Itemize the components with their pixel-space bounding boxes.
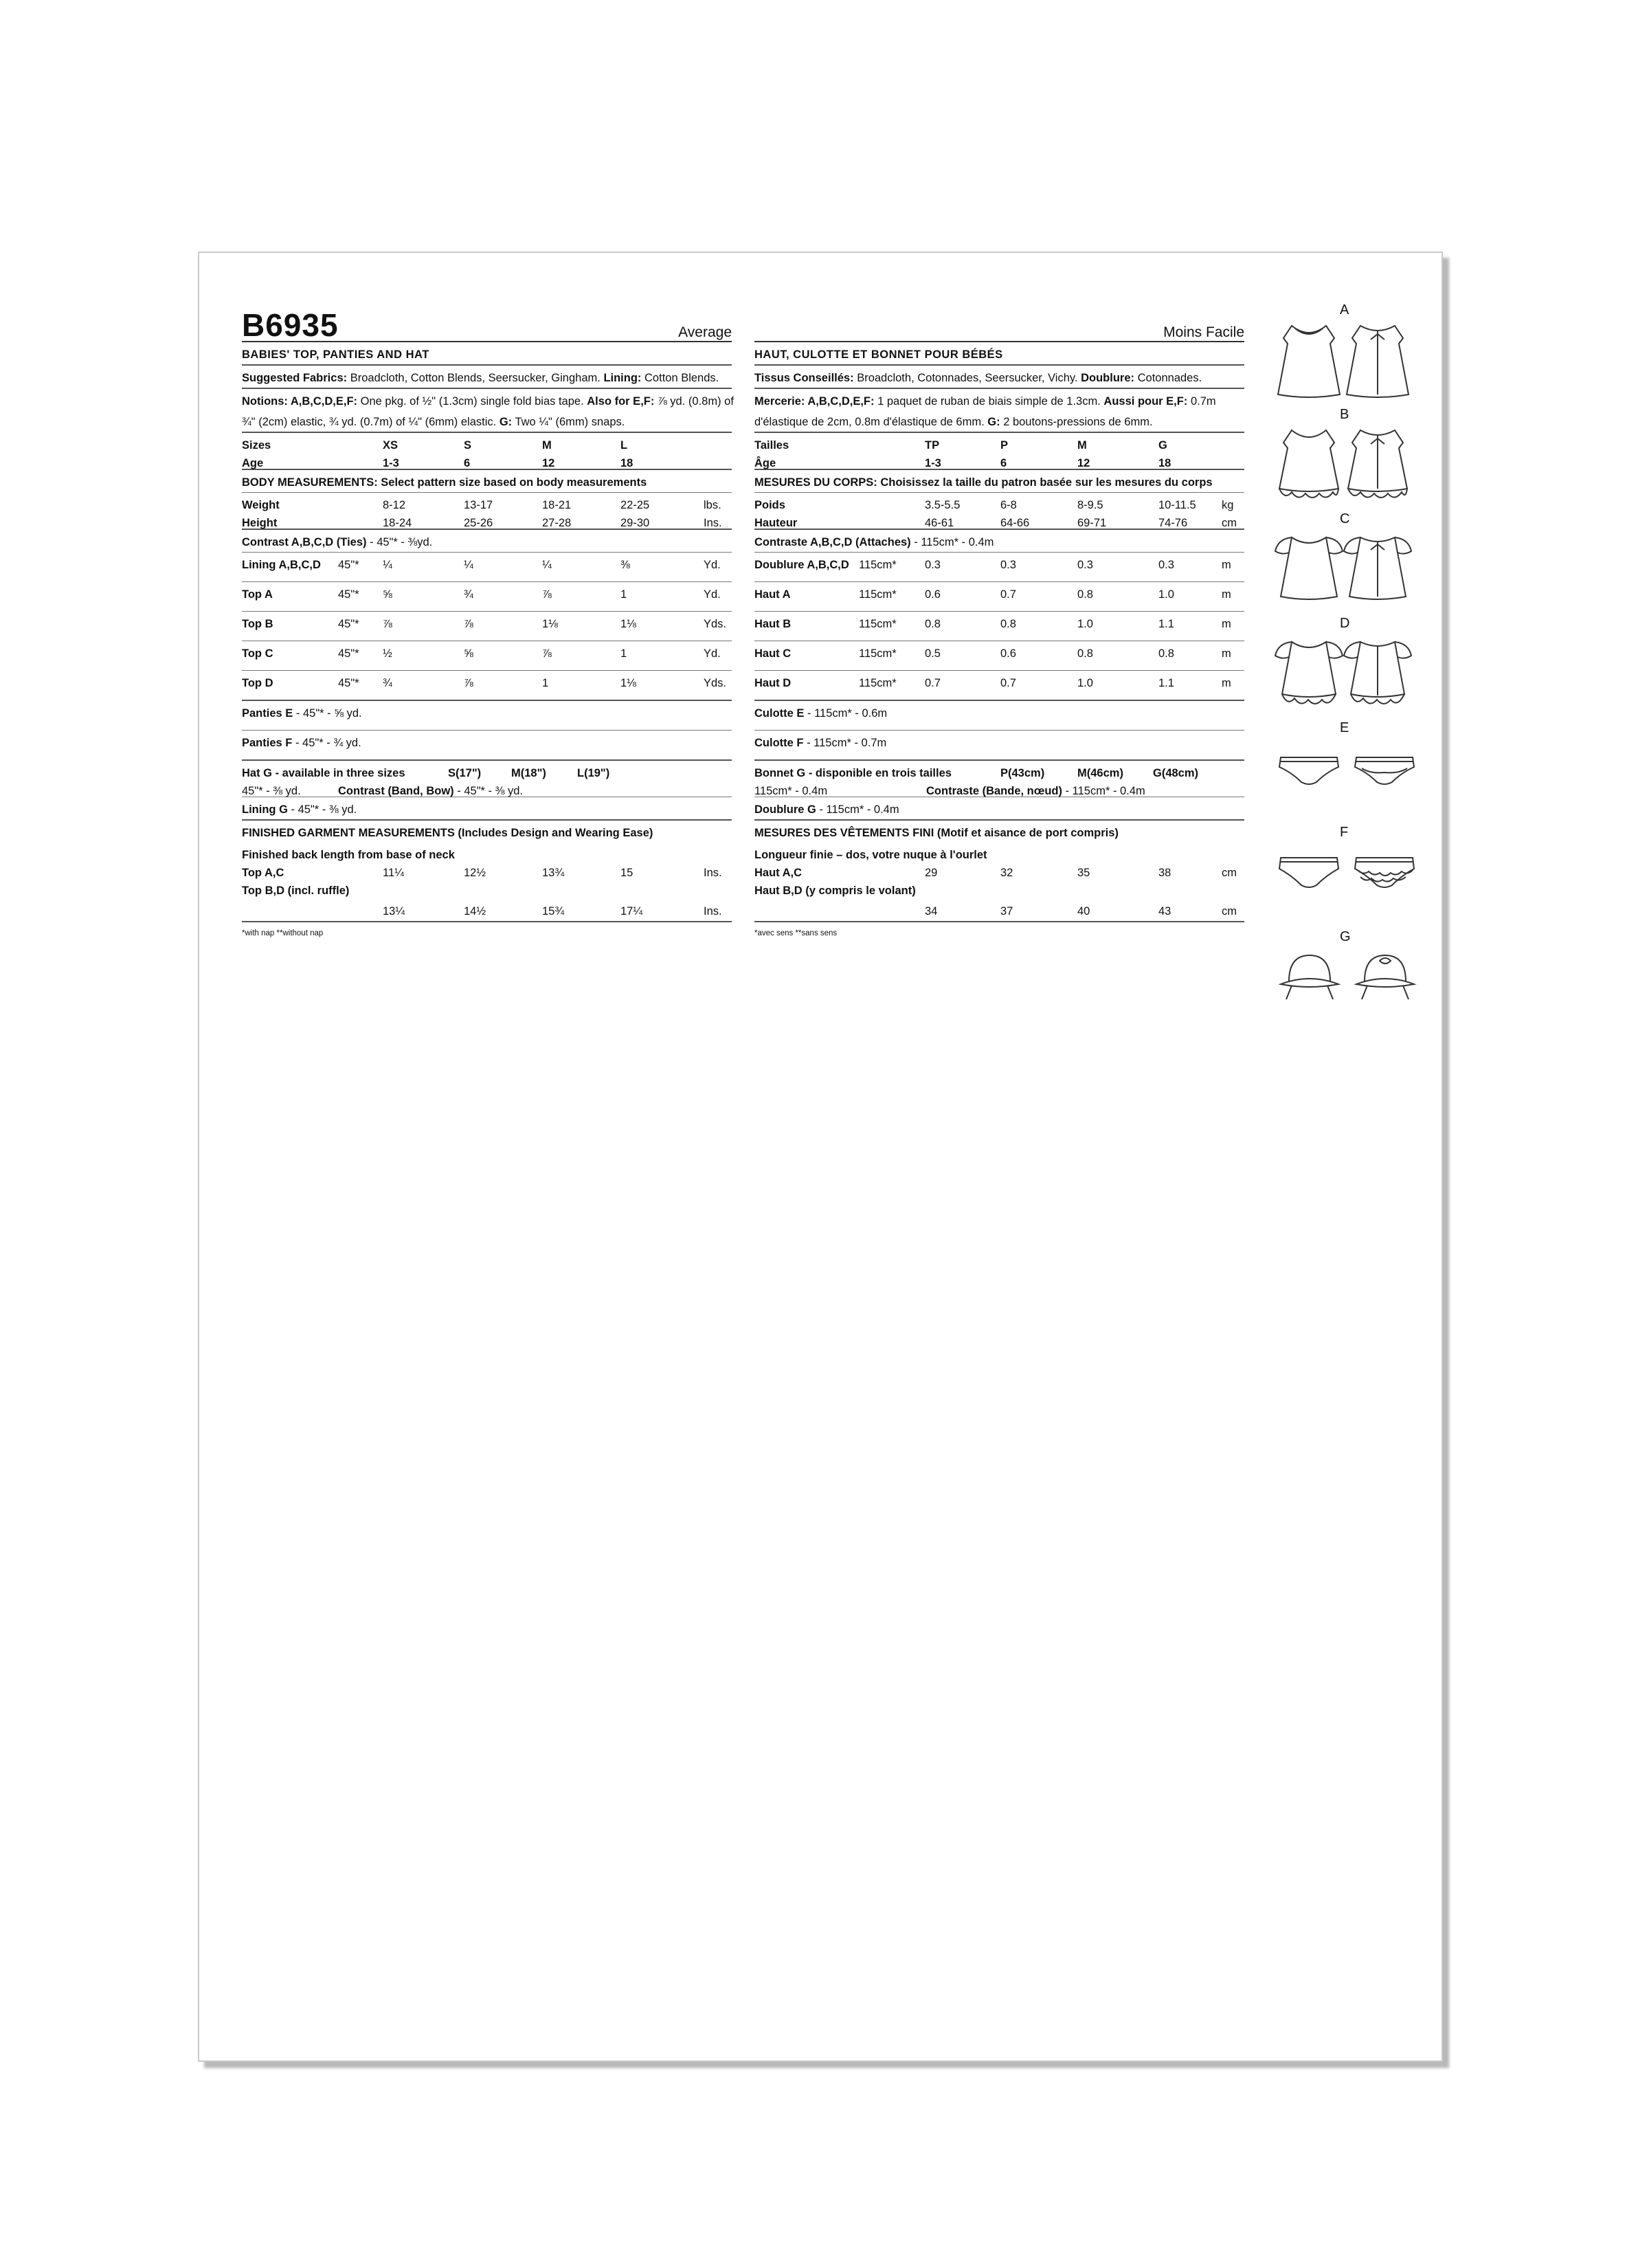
french-header bbox=[754, 301, 1244, 342]
section-title-fr: HAUT, CULOTTE ET BONNET POUR BÉBÉS bbox=[754, 342, 1244, 366]
lining-g-row: Lining G - 45"* - ⅜ yd. bbox=[242, 797, 732, 821]
view-sketches bbox=[1271, 302, 1422, 1034]
view-label: E bbox=[1340, 720, 1349, 735]
weight-row-fr: Poids 3.5-5.5 6-8 8-9.5 10-11.5 kg bbox=[754, 499, 1234, 511]
section-title: BABIES' TOP, PANTIES AND HAT bbox=[242, 342, 732, 366]
finished-top-bd-row: Top B,D (incl. ruffle) 13¼ 14½ 15¾ 17¼ Ins. bbox=[242, 878, 732, 922]
notions-row: Notions: A,B,C,D,E,F: One pkg. of ½" (1.3cm) single fold bias tape. Also for E,F: ⅞ yd. (0.8m) of ¾" (2cm) elastic, ¾ yd. (0.7m) of ¼" (6mm) elastic. G: Two ¼" (6mm) snaps. bbox=[242, 389, 732, 433]
view-f bbox=[1271, 825, 1422, 929]
lining-g-row-fr: Doublure G - 115cm* - 0.4m bbox=[754, 797, 1244, 821]
fabrics-row: Suggested Fabrics: Broadcloth, Cotton Blends, Seersucker, Gingham. Lining: Cotton Blends. bbox=[242, 366, 732, 389]
panties-f-row-fr: Culotte F - 115cm* - 0.7m bbox=[754, 731, 1244, 761]
age-row-fr: Âge 1-3 6 12 18 bbox=[754, 451, 1244, 470]
age-row: Age 1-3 6 12 18 bbox=[242, 451, 732, 470]
finished-heading: FINISHED GARMENT MEASUREMENTS (Includes Design and Wearing Ease) bbox=[242, 827, 653, 839]
view-b bbox=[1271, 407, 1422, 511]
yardage-row-top-d: Top D 45"* ¾ ⅞ 1 1⅛ Yds. bbox=[242, 671, 732, 701]
body-measurements-heading-fr: MESURES DU CORPS: Choisissez la taille du patron basée sur les mesures du corps bbox=[754, 470, 1244, 493]
difficulty-level: Average bbox=[678, 324, 732, 340]
height-row: Height 18-24 25-26 27-28 29-30 Ins. bbox=[242, 511, 732, 530]
english-column bbox=[242, 301, 732, 940]
panties-e-row: Panties E - 45"* - ⅝ yd. bbox=[242, 701, 732, 731]
pattern-envelope-back bbox=[198, 252, 1443, 2062]
flutter-sleeve-top-sketch bbox=[1271, 528, 1422, 613]
yardage-row-lining: Lining A,B,C,D 45"* ¼ ¼ ¼ ⅜ Yd. bbox=[242, 553, 732, 582]
contrast-row: Contrast A,B,C,D (Ties) - 45"* - ⅜yd. bbox=[242, 530, 732, 553]
finished-top-bd-row-fr: Haut B,D (y compris le volant) 34 37 40 43 cm bbox=[754, 878, 1244, 922]
hat-fabric-row-fr: 115cm* - 0.4m Contraste (Bande, nœud) - 115cm* - 0.4m bbox=[754, 779, 1244, 797]
yardage-row-top-d-fr: Haut D 115cm* 0.7 0.7 1.0 1.1 m bbox=[754, 671, 1244, 701]
finished-heading-fr: MESURES DES VÊTEMENTS FINI (Motif et aisance de port compris) bbox=[754, 827, 1119, 839]
finished-top-ac-row-fr: Haut A,C 29 32 35 38 cm bbox=[754, 867, 1237, 879]
top-front-back-sketch bbox=[1271, 319, 1422, 404]
view-label: D bbox=[1340, 616, 1350, 631]
yardage-row-top-c: Top C 45"* ½ ⅝ ⅞ 1 Yd. bbox=[242, 641, 732, 671]
flutter-ruffle-top-sketch bbox=[1271, 632, 1422, 718]
height-row-fr: Hauteur 46-61 64-66 69-71 74-76 cm bbox=[754, 511, 1244, 530]
footnote: *with nap **without nap bbox=[242, 929, 324, 937]
yardage-row-top-b: Top B 45"* ⅞ ⅞ 1⅛ 1⅛ Yds. bbox=[242, 612, 732, 641]
view-e bbox=[1271, 720, 1422, 825]
hat-fabric-row: 45"* - ⅜ yd. Contrast (Band, Bow) - 45"* - ⅜ yd. bbox=[242, 779, 732, 797]
yardage-row-top-a: Top A 45"* ⅝ ¾ ⅞ 1 Yd. bbox=[242, 582, 732, 612]
finished-subheading: Finished back length from base of neck bbox=[242, 849, 455, 861]
yardage-row-top-c-fr: Haut C 115cm* 0.5 0.6 0.8 0.8 m bbox=[754, 641, 1244, 671]
view-label: C bbox=[1340, 511, 1350, 526]
english-header bbox=[242, 301, 732, 342]
finished-subheading-fr: Longueur finie – dos, votre nuque à l'ourlet bbox=[754, 849, 987, 861]
hat-row-fr: Bonnet G - disponible en trois tailles P(43cm) M(46cm) G(48cm) bbox=[754, 767, 1199, 779]
view-label: F bbox=[1340, 825, 1349, 840]
view-c bbox=[1271, 511, 1422, 616]
sizes-row-fr: Tailles TP P M G bbox=[754, 439, 1167, 452]
footnote-fr: *avec sens **sans sens bbox=[754, 929, 838, 937]
hat-row: Hat G - available in three sizes S(17") M(18") L(19") bbox=[242, 767, 610, 779]
sizes-row: Sizes XS S M L bbox=[242, 439, 628, 452]
ruffled-top-sketch bbox=[1271, 423, 1422, 509]
ruffled-panties-sketch bbox=[1271, 841, 1422, 926]
weight-row: Weight 8-12 13-17 18-21 22-25 lbs. bbox=[242, 499, 721, 511]
contrast-row-fr: Contraste A,B,C,D (Attaches) - 115cm* - 0.4m bbox=[754, 530, 1244, 553]
body-measurements-heading: BODY MEASUREMENTS: Select pattern size based on body measurements bbox=[242, 470, 732, 493]
view-g bbox=[1271, 929, 1422, 1034]
view-label: B bbox=[1340, 407, 1349, 422]
hat-sketch bbox=[1271, 946, 1422, 1031]
panties-sketch bbox=[1271, 737, 1422, 822]
french-column bbox=[754, 301, 1244, 940]
fabrics-row-fr: Tissus Conseillés: Broadcloth, Cotonnades, Seersucker, Vichy. Doublure: Cotonnades. bbox=[754, 366, 1244, 389]
panties-e-row-fr: Culotte E - 115cm* - 0.6m bbox=[754, 701, 1244, 731]
view-label: G bbox=[1340, 929, 1351, 944]
view-a bbox=[1271, 302, 1422, 407]
view-d bbox=[1271, 616, 1422, 720]
finished-top-ac-row: Top A,C 11¼ 12½ 13¾ 15 Ins. bbox=[242, 867, 722, 879]
notions-row-fr: Mercerie: A,B,C,D,E,F: 1 paquet de ruban de biais simple de 1.3cm. Aussi pour E,F: 0.7m d'élastique de 2cm, 0.8m d'élastique de 6mm. G: 2 boutons-pressions de 6mm. bbox=[754, 389, 1244, 433]
yardage-row-lining-fr: Doublure A,B,C,D 115cm* 0.3 0.3 0.3 0.3 m bbox=[754, 553, 1244, 582]
yardage-row-top-b-fr: Haut B 115cm* 0.8 0.8 1.0 1.1 m bbox=[754, 612, 1244, 641]
panties-f-row: Panties F - 45"* - ¾ yd. bbox=[242, 731, 732, 761]
view-label: A bbox=[1340, 302, 1349, 318]
difficulty-level-fr: Moins Facile bbox=[1163, 324, 1244, 340]
yardage-row-top-a-fr: Haut A 115cm* 0.6 0.7 0.8 1.0 m bbox=[754, 582, 1244, 612]
pattern-number: B6935 bbox=[242, 307, 339, 343]
